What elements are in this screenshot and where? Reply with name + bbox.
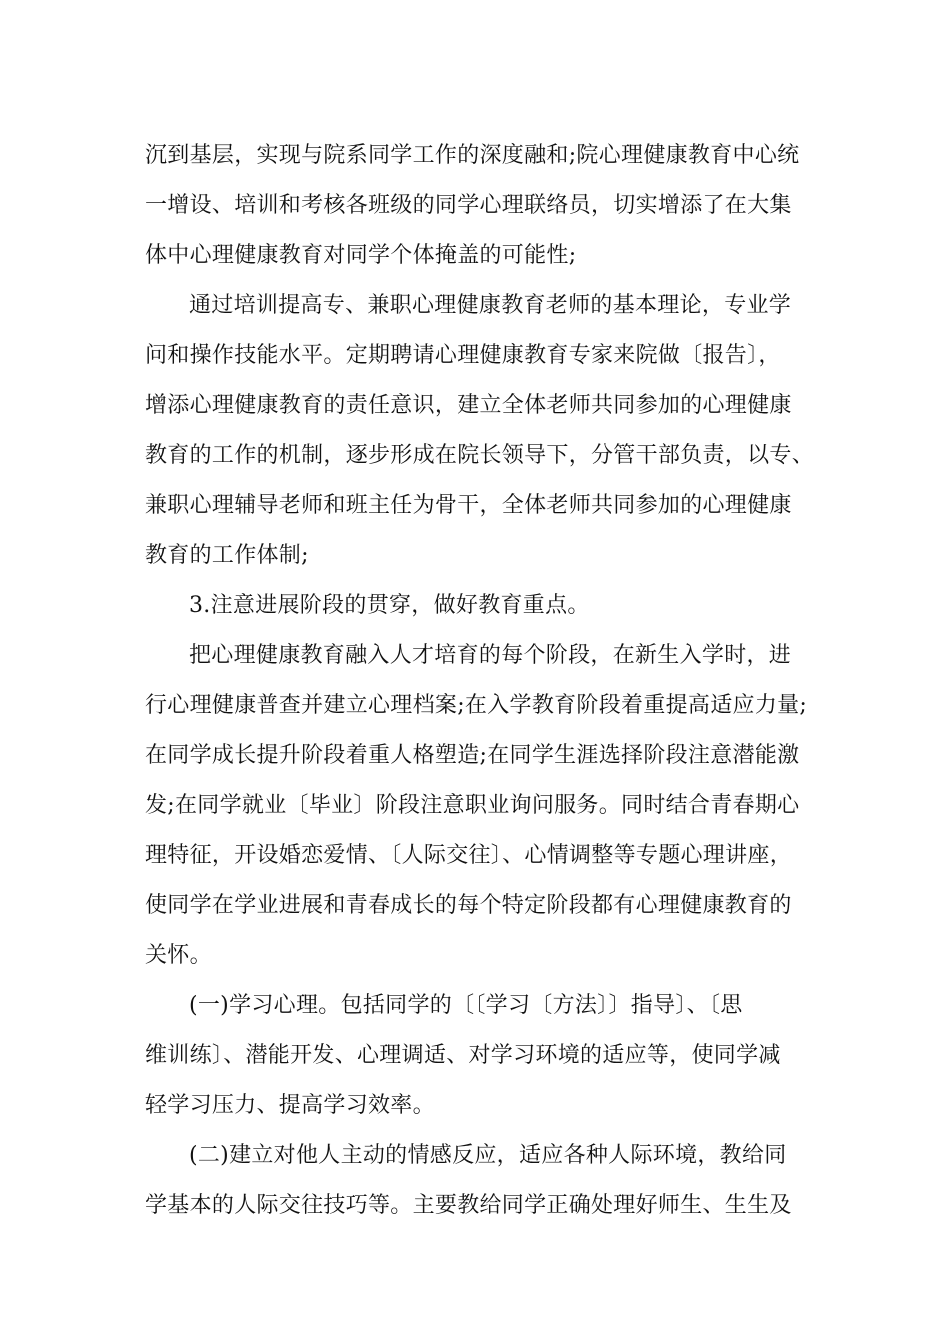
text-line: 学基本的人际交往技巧等。主要教给同学正确处理好师生、生生及 (145, 1193, 792, 1218)
text-line: 一增设、培训和考核各班级的同学心理联络员，切实增添了在大集 (145, 193, 792, 218)
text-line: 轻学习压力、提高学习效率。 (145, 1093, 435, 1118)
text-line: 使同学在学业进展和青春成长的每个特定阶段都有心理健康教育的 (145, 893, 792, 918)
text-line: 理特征，开设婚恋爱情、〔人际交往〕、心情调整等专题心理讲座， (145, 843, 793, 868)
paragraph-first-line: (一)学习心理。包括同学的〔〔学习〔方法〕〕指导〕、〔思 (189, 993, 743, 1018)
text-line: 教育的工作体制; (145, 543, 309, 568)
document-body (145, 131, 825, 1231)
text-line: 沉到基层，实现与院系同学工作的深度融和;院心理健康教育中心统 (145, 143, 800, 168)
text-line: 发;在同学就业〔毕业〕阶段注意职业询问服务。同时结合青春期心 (145, 793, 800, 818)
text-line: 在同学成长提升阶段着重人格塑造;在同学生涯选择阶段注意潜能激 (145, 743, 800, 768)
paragraph-first-line: (二)建立对他人主动的情感反应，适应各种人际环境，教给同 (189, 1143, 787, 1168)
text-line: 教育的工作的机制，逐步形成在院长领导下，分管干部负责，以专、 (145, 443, 815, 468)
text-line: 行心理健康普查并建立心理档案;在入学教育阶段着重提高适应力量; (145, 693, 808, 718)
text-line: 增添心理健康教育的责任意识，建立全体老师共同参加的心理健康 (145, 393, 792, 418)
paragraph-first-line: 把心理健康教育融入人才培育的每个阶段，在新生入学时，进 (189, 643, 792, 668)
section-heading: 3.注意进展阶段的贯穿，做好教育重点。 (189, 593, 590, 618)
paragraph-first-line: 通过培训提高专、兼职心理健康教育老师的基本理论，专业学 (189, 293, 792, 318)
text-line: 体中心理健康教育对同学个体掩盖的可能性; (145, 243, 577, 268)
text-line: 问和操作技能水平。定期聘请心理健康教育专家来院做〔报告〕， (145, 343, 781, 368)
text-line: 关怀。 (145, 943, 212, 968)
text-line: 维训练〕、潜能开发、心理调适、对学习环境的适应等，使同学减 (145, 1043, 781, 1068)
text-line: 兼职心理辅导老师和班主任为骨干，全体老师共同参加的心理健康 (145, 493, 792, 518)
